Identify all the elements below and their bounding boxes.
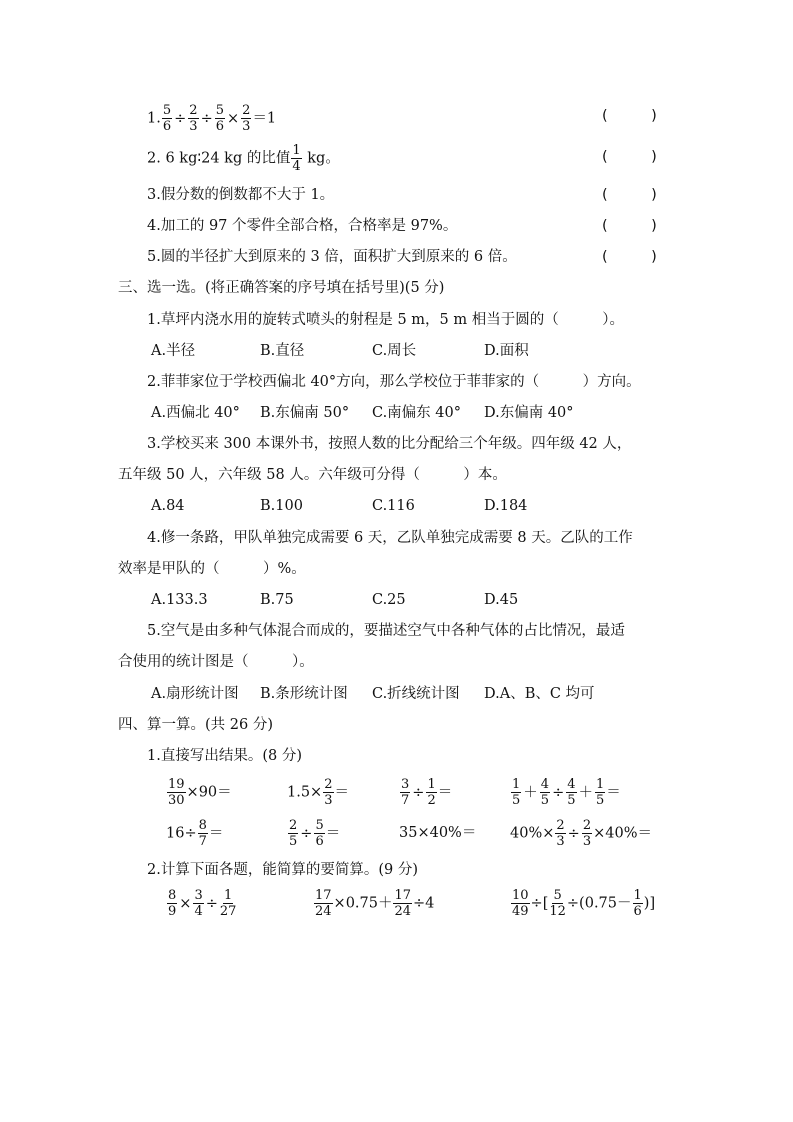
operator: ÷ xyxy=(412,784,425,801)
item-number: 1. xyxy=(147,110,161,127)
expression-head: 16÷ xyxy=(166,825,197,842)
denominator: 3 xyxy=(189,119,198,134)
answer-paren[interactable]: ( ) xyxy=(602,249,657,265)
fraction xyxy=(193,889,203,918)
operator: ÷ xyxy=(300,825,313,842)
expression-middle: ÷[ xyxy=(530,895,549,912)
calc-expression-2 xyxy=(313,889,434,918)
numerator: 3 xyxy=(194,888,203,903)
numerator: 2 xyxy=(289,818,298,833)
expression-tail: ＝ xyxy=(208,825,224,842)
mc-question-3-line-2: 五年级 50 人，六年级 58 人。六年级可分得（ ）本。 xyxy=(118,467,507,483)
expression-head: 1.5× xyxy=(287,784,323,801)
denominator: 5 xyxy=(540,793,550,808)
numerator: 19 xyxy=(168,777,185,792)
option-c[interactable]: C.南偏东 40° xyxy=(372,405,461,421)
numerator: 2 xyxy=(556,818,565,833)
numerator: 4 xyxy=(540,777,550,792)
expression-tail: ＝ xyxy=(606,784,621,801)
expression-4 xyxy=(510,778,621,807)
fraction xyxy=(198,819,208,848)
denominator: 6 xyxy=(633,904,642,919)
expression-3 xyxy=(399,778,452,807)
expression-tail: )] xyxy=(643,895,656,912)
fraction xyxy=(314,889,333,918)
fraction xyxy=(323,778,333,807)
numerator: 2 xyxy=(189,103,198,118)
mc-question-5-line-2: 合使用的统计图是（ ）。 xyxy=(118,654,314,670)
fraction xyxy=(162,104,172,133)
denominator: 9 xyxy=(168,904,177,919)
operator: × xyxy=(227,110,240,127)
denominator: 5 xyxy=(289,834,298,849)
operator: ÷ xyxy=(552,784,565,801)
operator: ＋ xyxy=(523,784,538,801)
fraction xyxy=(220,889,237,918)
denominator: 3 xyxy=(556,834,565,849)
mc-question-3-line-1: 3.学校买来 300 本课外书，按照人数的比分配给三个年级。四年级 42 人， xyxy=(147,436,632,452)
calc-expression-3 xyxy=(510,889,655,918)
answer-paren[interactable]: ( ) xyxy=(602,218,657,234)
denominator: 30 xyxy=(168,793,185,808)
operator: ÷ xyxy=(200,110,213,127)
fraction xyxy=(241,104,251,133)
item-text-tail: kg。 xyxy=(302,150,340,167)
numerator: 17 xyxy=(315,888,332,903)
part-2-heading: 2.计算下面各题，能简算的要简算。(9 分) xyxy=(147,862,418,878)
tf-item-5: 5.圆的半径扩大到原来的 3 倍，面积扩大到原来的 6 倍。 xyxy=(147,249,517,265)
option-b[interactable]: B.100 xyxy=(260,498,303,514)
option-b[interactable]: B.直径 xyxy=(260,343,305,359)
numerator: 2 xyxy=(582,818,592,833)
mc-question-2: 2.菲菲家位于学校西偏北 40°方向，那么学校位于菲菲家的（ ）方向。 xyxy=(147,374,641,390)
numerator: 5 xyxy=(215,103,224,118)
expression-8 xyxy=(510,819,652,848)
option-c[interactable]: C.116 xyxy=(372,498,415,514)
numerator: 8 xyxy=(168,888,177,903)
fraction xyxy=(511,778,521,807)
answer-paren[interactable]: ( ) xyxy=(602,149,657,165)
expression-2 xyxy=(287,778,349,807)
expression-5 xyxy=(166,819,223,848)
option-a[interactable]: A.西偏北 40° xyxy=(151,405,240,421)
expression-6 xyxy=(287,819,340,848)
option-d[interactable]: D.面积 xyxy=(484,343,529,359)
fraction xyxy=(393,889,412,918)
expression-tail: ＝ xyxy=(325,825,341,842)
option-c[interactable]: C.周长 xyxy=(372,343,417,359)
option-b[interactable]: B.75 xyxy=(260,592,294,608)
denominator: 3 xyxy=(582,834,592,849)
numerator: 1 xyxy=(224,888,233,903)
numerator: 5 xyxy=(553,888,562,903)
fraction xyxy=(167,889,177,918)
fraction xyxy=(291,144,301,173)
denominator: 6 xyxy=(315,834,324,849)
fraction xyxy=(314,819,324,848)
fraction xyxy=(555,819,565,848)
fraction xyxy=(582,819,592,848)
expression-tail: ＝ xyxy=(334,784,349,801)
calc-expression-1 xyxy=(166,889,237,918)
expression-1 xyxy=(166,778,232,807)
denominator: 7 xyxy=(401,793,410,808)
numerator: 3 xyxy=(401,777,410,792)
option-c[interactable]: C.折线统计图 xyxy=(372,686,460,702)
operator: ÷ xyxy=(174,110,187,127)
denominator: 12 xyxy=(549,904,566,919)
denominator: 7 xyxy=(198,834,207,849)
fraction xyxy=(215,104,225,133)
numerator: 2 xyxy=(324,777,333,792)
denominator: 2 xyxy=(427,793,436,808)
fraction xyxy=(288,819,298,848)
tf-item-4: 4.加工的 97 个零件全部合格，合格率是 97%。 xyxy=(147,218,458,234)
expression-tail: ×40%＝ xyxy=(593,825,652,842)
numerator: 1 xyxy=(427,777,436,792)
numerator: 17 xyxy=(394,888,412,903)
answer-paren[interactable]: ( ) xyxy=(602,108,657,124)
operator: ÷ xyxy=(205,895,218,912)
mc-question-1: 1.草坪内浇水用的旋转式喷头的射程是 5 m，5 m 相当于圆的（ ）。 xyxy=(147,312,624,328)
fraction xyxy=(549,889,566,918)
denominator: 4 xyxy=(194,904,203,919)
mc-question-4-line-1: 4.修一条路，甲队单独完成需要 6 天，乙队单独完成需要 8 天。乙队的工作 xyxy=(147,530,633,546)
section-3-title: 三、选一选。(将正确答案的序号填在括号里)(5 分) xyxy=(118,280,445,296)
operator: ＋ xyxy=(578,784,593,801)
expression-middle-2: ÷(0.75－ xyxy=(566,895,632,912)
part-1-heading: 1.直接写出结果。(8 分) xyxy=(147,748,302,764)
numerator: 5 xyxy=(162,103,172,118)
tf-item-3: 3.假分数的倒数都不大于 1。 xyxy=(147,187,335,203)
numerator: 2 xyxy=(242,103,251,118)
denominator: 6 xyxy=(215,119,224,134)
expression-tail: ＝ xyxy=(437,784,453,801)
denominator: 5 xyxy=(596,793,605,808)
denominator: 5 xyxy=(512,793,521,808)
expression-tail: ×90＝ xyxy=(186,784,232,801)
equals-result: ＝1 xyxy=(252,110,277,127)
numerator: 8 xyxy=(198,818,207,833)
numerator: 1 xyxy=(633,888,642,903)
section-4-title: 四、算一算。(共 26 分) xyxy=(118,717,273,733)
numerator: 1 xyxy=(292,143,301,158)
option-d[interactable]: D.东偏南 40° xyxy=(484,405,574,421)
option-a[interactable]: A.扇形统计图 xyxy=(151,686,239,702)
option-a[interactable]: A.半径 xyxy=(151,343,196,359)
expression-tail: ÷4 xyxy=(413,895,435,912)
fraction xyxy=(426,778,436,807)
expression-middle: ×0.75＋ xyxy=(333,895,393,912)
expression-7: 35×40%＝ xyxy=(399,825,477,841)
item-text: 2. 6 kg∶24 kg 的比值 xyxy=(147,150,291,167)
option-a[interactable]: A.133.3 xyxy=(151,592,208,608)
denominator: 5 xyxy=(567,793,576,808)
fraction xyxy=(566,778,576,807)
operator: ÷ xyxy=(567,825,580,842)
denominator: 24 xyxy=(315,904,332,919)
denominator: 27 xyxy=(219,904,237,919)
fraction xyxy=(540,778,550,807)
denominator: 3 xyxy=(324,793,333,808)
tf-item-1 xyxy=(147,104,276,133)
answer-paren[interactable]: ( ) xyxy=(602,187,657,203)
numerator: 1 xyxy=(512,777,521,792)
denominator: 24 xyxy=(394,904,412,919)
fraction xyxy=(511,889,530,918)
mc-question-5-line-1: 5.空气是由多种气体混合而成的，要描述空气中各种气体的占比情况，最适 xyxy=(147,623,625,639)
fraction xyxy=(595,778,605,807)
denominator: 3 xyxy=(242,119,251,134)
option-b[interactable]: B.东偏南 50° xyxy=(260,405,350,421)
denominator: 49 xyxy=(512,904,529,919)
option-b[interactable]: B.条形统计图 xyxy=(260,686,348,702)
numerator: 4 xyxy=(567,777,576,792)
numerator: 10 xyxy=(512,888,529,903)
denominator: 4 xyxy=(292,159,301,174)
numerator: 5 xyxy=(315,818,324,833)
operator: × xyxy=(179,895,192,912)
option-d[interactable]: D.184 xyxy=(484,498,528,514)
mc-question-4-line-2: 效率是甲队的（ ）%。 xyxy=(118,561,306,577)
denominator: 6 xyxy=(162,119,172,134)
numerator: 1 xyxy=(596,777,605,792)
option-a[interactable]: A.84 xyxy=(151,498,185,514)
option-d[interactable]: D.45 xyxy=(484,592,519,608)
option-d[interactable]: D.A、B、C 均可 xyxy=(484,686,595,702)
tf-item-2 xyxy=(147,144,340,173)
expression-head: 40%× xyxy=(510,825,555,842)
fraction xyxy=(167,778,186,807)
fraction xyxy=(188,104,198,133)
fraction xyxy=(633,889,643,918)
option-c[interactable]: C.25 xyxy=(372,592,406,608)
fraction xyxy=(400,778,410,807)
